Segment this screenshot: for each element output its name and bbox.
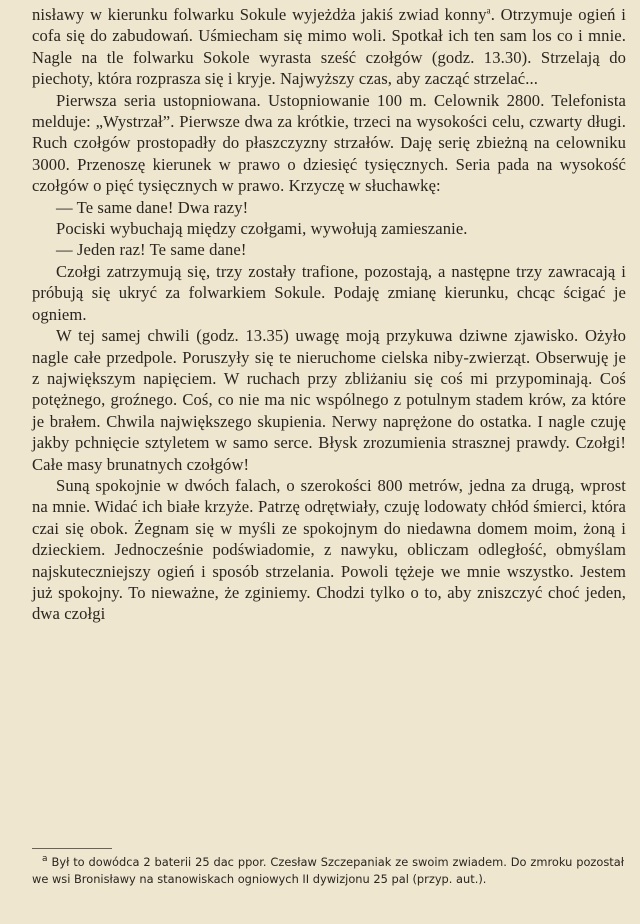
footnote-divider — [32, 848, 112, 849]
paragraph — [32, 4, 626, 90]
paragraph: W tej samej chwili (godz. 13.35) uwagę moją przykuwa dziwne zjawisko. Ożyło nagle całe przedpole. Poruszyły się te nieruchome cielska niby-zwierząt. Obserwuję je z największym napięciem. W ruchach przy zbliżaniu się coś mi przypominają. Coś potężnego, groźnego. Coś, co nie ma nic wspólnego z potulnym stadem krów, za które je brałem. Chwila największego skupienia. Nerwy naprężone do ostatka. I nagle czuję jakby pchnięcie sztyletem w samo serce. Błysk zrozumienia strasznej prawdy. Czołgi! Całe masy brunatnych czołgów! — [32, 326, 626, 474]
footnote-reference: a — [486, 5, 491, 16]
paragraph-text: nisławy w kierunku folwarku Sokule wyjeżdża jakiś zwiad konny — [32, 5, 487, 24]
paragraph: Czołgi zatrzymują się, trzy zostały trafione, pozostają, a następne trzy zawracają i próbują się ukryć za folwarkiem Sokule. Podaję zmianę kierunku, chcąc ścigać je ogniem. — [32, 261, 626, 324]
main-text — [32, 4, 626, 625]
footnote-text: Był to dowódca 2 baterii 25 dac ppor. Czesław Szczepaniak ze swoim zwiadem. Do zmroku pozostał we wsi Bronisławy na stanowiskach ogniowych II dywizjonu 25 pal (przyp. aut.). — [32, 855, 624, 886]
paragraph: Pociski wybuchają między czołgami, wywołują zamieszanie. — [56, 219, 468, 239]
paragraph-text: . Otrzymuje ogień i cofa się do zabudowań. Uśmiecham się mimo woli. Spotkał ich ten sam los co i mnie. Nagle na tle folwarku Sokole wyrasta sześć czołgów (godz. 13.30). Strzelają do piechoty, która rozprasza się i kryje. Najwyższy czas, aby zacząć strzelać... — [32, 5, 626, 89]
footnote — [32, 854, 624, 888]
dialog-line: — Te same dane! Dwa razy! — [56, 197, 249, 217]
dialog-line: — Jeden raz! Te same dane! — [56, 240, 247, 260]
paragraph: Suną spokojnie w dwóch falach, o szerokości 800 metrów, jedna za drugą, wprost na mnie. Widać ich białe krzyże. Patrzę odrętwiały, czuję lodowaty chłód śmierci, która czai się obok. Żegnam się w myśli ze spokojnym do niedawna domem moim, żoną i dzieckiem. Jednocześnie podświadomie, z nawyku, obliczam odległość, obmyślam najskuteczniejszy ogień i sposób strzelania. Powoli tężeje we mnie wszystko. Jestem już spokojny. To nieważne, że zginiemy. Chodzi tylko o to, aby zniszczyć choć jeden, dwa czołgi — [32, 475, 626, 624]
footnote-mark: a — [42, 854, 48, 865]
paragraph: Pierwsza seria ustopniowana. Ustopniowanie 100 m. Celownik 2800. Telefonista melduje: „Wystrzał”. Pierwsze dwa za krótkie, trzeci na wysokości celu, czwarty długi. Ruch czołgów prostopadły do płaszczyzny strzałów. Daję serię zbieżną na celowniku 3000. Przenoszę kierunek w prawo o dziesięć tysięcznych. Seria pada na wysokość czołgów o pięć tysięcznych w prawo. Krzyczę w słuchawkę: — [32, 90, 626, 196]
